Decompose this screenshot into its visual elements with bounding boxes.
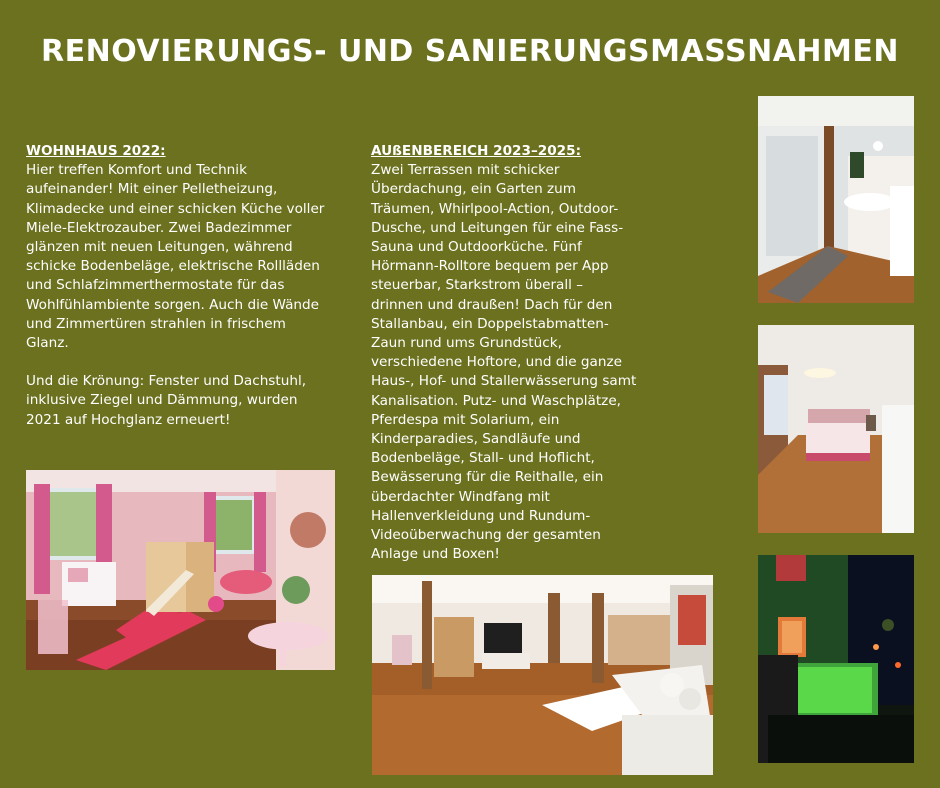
wohnhaus-heading: WOHNHAUS 2022: — [26, 143, 166, 159]
page-title: RENOVIERUNGS- UND SANIERUNGSMASSNAHMEN — [41, 34, 899, 69]
bathroom-photo — [758, 96, 914, 303]
wohnhaus-paragraph-2: Und die Krönung: Fenster und Dachstuhl, inklusive Ziegel und Dämmung, wurden 2021 auf Hochglanz erneuert! — [26, 373, 307, 428]
living-room-photo — [372, 575, 713, 775]
aussenbereich-paragraph: Zwei Terrassen mit schicker Überdachung, ein Garten zum Träumen, Whirlpool-Action, Outdoor-Dusche, und Leitungen für eine Fass-Sauna und Outdoorküche. Fünf Hörmann-Rolltore bequem per App steuerbar, Starkstrom überall – drinnen und draußen! Dach für den Stallanbau, ein Doppelstabmatten-Zaun rund ums Grundstück, verschiedene Hoftore, und die ganze Haus-, Hof- und Stallerwässerung samt Kanalisation. Putz- und Waschplätze, Pferdespa mit Solarium, ein Kinderparadies, Sandläufe und Bodenbeläge, Stall- und Hoflicht, Bewässerung für die Reithalle, ein überdachter Windfang mit Hallenverkleidung und Rundum-Videoüberwachung der gesamten Anlage und Boxen! — [371, 162, 637, 563]
bedroom-photo — [758, 325, 914, 533]
aussenbereich-heading: AUßENBEREICH 2023–2025: — [371, 143, 582, 159]
wohnhaus-section — [26, 142, 326, 430]
whirlpool-photo — [758, 555, 914, 763]
aussenbereich-section — [371, 142, 639, 564]
kids-room-photo — [26, 470, 335, 670]
wohnhaus-paragraph-1: Hier treffen Komfort und Technik aufeinander! Mit einer Pelletheizung, Klimadecke und einer schicken Küche voller Miele-Elektrozauber. Zwei Badezimmer glänzen mit neuen Leitungen, während schicke Bodenbeläge, elektrische Rollläden und Schlafzimmerthermostate für das Wohlfühlambiente sorgen. Auch die Wände und Zimmertüren strahlen in frischem Glanz. — [26, 162, 325, 352]
